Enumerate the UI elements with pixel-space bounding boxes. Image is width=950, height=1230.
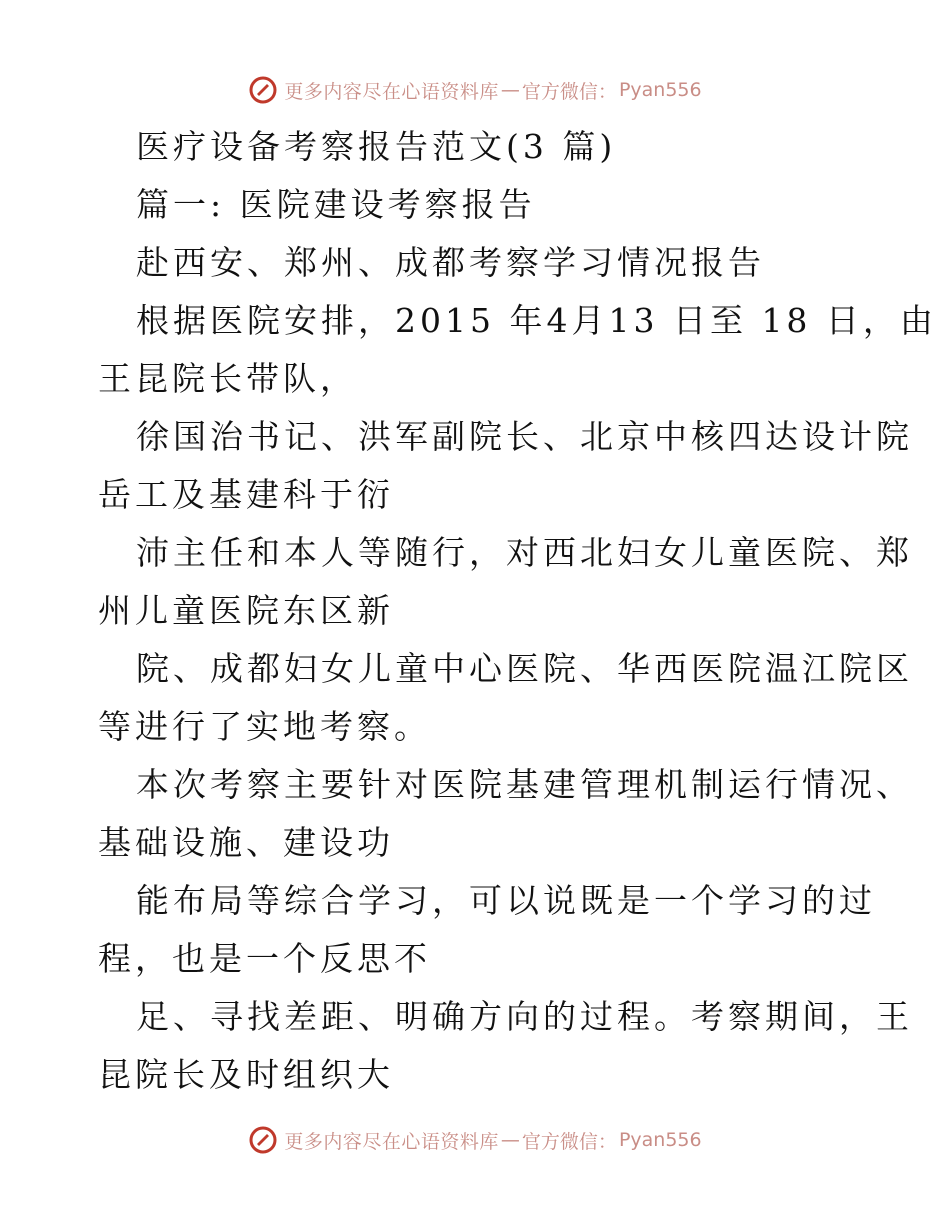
watermark-separator: — [500, 1129, 520, 1151]
paragraph-line: 基础设施、建设功 [98, 823, 394, 862]
paragraph-line: 足、寻找差距、明确方向的过程。考察期间，王 [136, 997, 913, 1036]
red-circle-logo-icon [248, 1125, 278, 1155]
paragraph-line: 州儿童医院东区新 [98, 591, 394, 630]
watermark-site-text: 更多内容尽在心语资料库 [284, 80, 499, 103]
paragraph-line: 岳工及基建科于衍 [98, 475, 394, 514]
paragraph-line: 昆院长及时组织大 [98, 1055, 394, 1094]
watermark-wechat-id: Pyan556 [618, 1129, 702, 1151]
paragraph-line: 徐国治书记、洪军副院长、北京中核四达设计院 [136, 417, 913, 456]
section-heading: 篇一: 医院建设考察报告 [136, 185, 536, 224]
document-title: 医疗设备考察报告范文(3 篇) [136, 127, 617, 166]
paragraph-line: 等进行了实地考察。 [98, 707, 431, 746]
paragraph-line: 沛主任和本人等随行，对西北妇女儿童医院、郑 [136, 533, 913, 572]
watermark-wechat-label: 官方微信： [521, 1130, 617, 1153]
paragraph-line: 根据医院安排，2015 年4月13 日至 18 日，由 [136, 301, 937, 340]
header-watermark [0, 70, 950, 110]
paragraph-line: 能布局等综合学习，可以说既是一个学习的过 [136, 881, 876, 920]
paragraph-line: 程，也是一个反思不 [98, 939, 431, 978]
paragraph-line: 王昆院长带队， [98, 359, 357, 398]
report-subtitle: 赴西安、郑州、成都考察学习情况报告 [136, 243, 765, 282]
watermark-wechat-id: Pyan556 [618, 79, 702, 101]
footer-watermark [0, 1120, 950, 1160]
document-body [98, 118, 937, 1104]
watermark-separator: — [500, 79, 520, 101]
watermark-site-text: 更多内容尽在心语资料库 [284, 1130, 499, 1153]
watermark-wechat-label: 官方微信： [521, 80, 617, 103]
paragraph-line: 本次考察主要针对医院基建管理机制运行情况、 [136, 765, 913, 804]
red-circle-logo-icon [248, 75, 278, 105]
paragraph-line: 院、成都妇女儿童中心医院、华西医院温江院区 [136, 649, 913, 688]
